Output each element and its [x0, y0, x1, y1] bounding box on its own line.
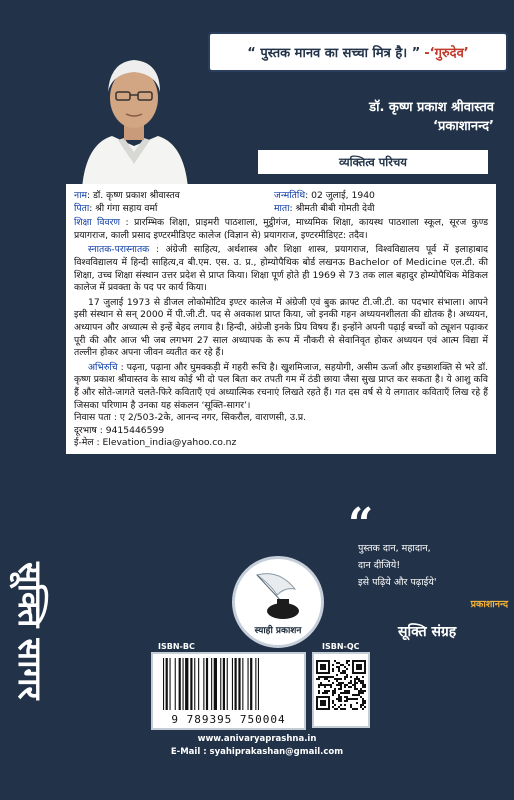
section-title: व्यक्तित्व परिचय [258, 150, 488, 174]
father-label: पिता [74, 202, 90, 214]
education-value: : प्रारम्भिक शिक्षा, प्राइमरी पाठशाला, मुट्ठीगंज, माध्यमिक शिक्षा, कायस्थ पाठशाला स्कूल, सूरज कुण्ड प्रयागराज, काली प्रसाद इण्टरमीडिएट कालेज (विज्ञान से) प्रयागराज, इण्टरमीडिएट: तदैव। [74, 217, 489, 241]
isbn-qc-label: ISBN-QC [322, 642, 360, 651]
education-paragraph [74, 217, 488, 242]
father-value: : श्री गंगा सहाय वर्मा [89, 202, 158, 214]
bio-row-parents [74, 203, 488, 216]
quote-mark-icon: “ [348, 499, 374, 550]
education-label: शिक्षा विवरण [74, 217, 121, 229]
qr-code-icon [316, 660, 366, 722]
spine-title: सूक्ति सागर [11, 562, 49, 700]
quote-attribution: -‘गुरुदेव’ [424, 46, 469, 61]
bio-row-name-dob [74, 190, 488, 203]
side-quote-line2: दान दीजिये! [358, 560, 401, 571]
interest-paragraph [74, 362, 488, 412]
side-quote [348, 499, 508, 610]
mother-value: : श्रीमती बीबी गोमती देवी [289, 202, 375, 214]
side-quote-signature: प्रकाशानन्द [470, 599, 508, 610]
career-paragraph: 17 जुलाई 1973 से डीजल लोकोमोटिव इण्टर कालेज में अंग्रेजी एवं बुक क्राफ्ट टी.जी.टी. का पदभार संभाला। आपने इसी संस्थान से सन् 2000 में पी.जी.टी. पद से अवकाश प्राप्त किया, जो इनकी गहन अध्ययनशीलता की द्योतक है। अध्ययन, अध्यापन और अध्यात्म से इन्हें बेहद लगाव है। हिन्दी, अंग्रेजी इनके प्रिय विषय हैं। इन्होंने अपनी पढ़ाई बच्चों को ट्यूशन पढ़ाकर पूरी की और आज भी जब लगभग 27 साल अध्यापक के रूप में नौकरी से सेवानिवृत होकर अध्ययन एवं आत्म विद्या में तल्लीन होकर अपना जीवन व्यतीत कर रहे हैं। [74, 296, 488, 359]
footer-email: E-Mail : syahiprakashan@gmail.com [170, 747, 344, 757]
publisher-logo [232, 556, 324, 648]
interest-value: : पढ़ना, पढ़ाना और घुमक्कड़ी में गहरी रूचि है। खुशमिजाज, सहयोगी, असीम ऊर्जा और इच्छाशक्ति से भरे डॉ. कृष्ण प्रकाश श्रीवास्तव के साथ कोई भी दो पल बिता कर तपती गम में ठंडी छाया जैसा सुख प्राप्त कर सकता है। ये आशु कवि हैं और सोते-जागते चलते-फिरे कविताएँ एवं अध्यात्मिक रचनाएं लिखते रहते हैं। गत दस वर्ष से ये लगातार कविताएँ लिख रहे हैं जिसका परिणाम है उनका यह संकलन ‘सूक्ति-सागर’। [74, 361, 488, 411]
name-value: : डॉ. कृष्ण प्रकाश श्रीवास्तव [86, 190, 180, 201]
spine-area [6, 562, 60, 792]
address-line: निवास पता : ए 2/503-2के, आनन्द नगर, सिकरौल, वाराणसी, उ.प्र. [74, 412, 307, 424]
author-alias: ‘प्रकाशानन्द’ [433, 119, 494, 134]
mother-label: माता [274, 202, 290, 214]
quill-inkpot-icon [249, 569, 309, 623]
qr-code [312, 652, 370, 728]
author-portrait-image [72, 48, 197, 188]
email-line: ई-मेल : Elevation_india@yahoo.co.nz [74, 437, 237, 449]
interest-label: अभिरुचि [88, 361, 118, 373]
isbn-number: 9 789395 750004 [171, 713, 286, 726]
graduation-paragraph [74, 244, 488, 294]
side-quote-line3: इसे पढ़िये और पढ़ाईये' [358, 577, 437, 588]
quote-box [208, 32, 508, 72]
author-name: डॉ. कृष्ण प्रकाश श्रीवास्तव [369, 100, 494, 115]
barcode [151, 652, 306, 730]
footer-website: www.anivaryaprashna.in [197, 734, 317, 744]
dob-label: जन्मतिथि [274, 190, 306, 201]
footer [0, 734, 514, 757]
collection-title: सूक्ति संग्रह [398, 624, 457, 640]
author-portrait [72, 48, 197, 188]
graduation-label: स्नातक-परास्नातक [88, 244, 150, 256]
bio-panel [66, 184, 496, 454]
isbn-bc-label: ISBN-BC [158, 642, 195, 651]
name-label: नाम [74, 190, 87, 201]
side-quote-line1: पुस्तक दान, महादान, [358, 543, 431, 554]
graduation-value: : अंग्रेजी साहित्य, अर्थशास्त्र और शिक्षा शास्त्र, प्रयागराज, विश्वविद्यालय पूर्व में इलाहाबाद विश्वविद्यालय में हिन्दी साहित्य,व बी.एम. एस. उ. प्र., होम्योपैथिक बोर्ड लखनऊ Bachelor of Medicine एल.टी. की शिक्षा, उच्च शिक्षा संस्थान उत्तर प्रदेश से प्राप्त किया। शिक्षा पूर्ण होते ही 1969 से 73 तक लाल बहादुर होम्योपैथिक मेडिकल कालेज में प्रवक्ता के पद पर कार्य किया। [74, 244, 488, 294]
publisher-name: स्याही प्रकाशन [254, 626, 302, 636]
phone-line: दूरभाष : 9415446599 [74, 424, 165, 436]
barcode-bars [159, 658, 298, 710]
dob-value: : 02 जुलाई, 1940 [305, 190, 375, 201]
quote-text: “ पुस्तक मानव का सच्चा मित्र है। ” [247, 46, 421, 61]
